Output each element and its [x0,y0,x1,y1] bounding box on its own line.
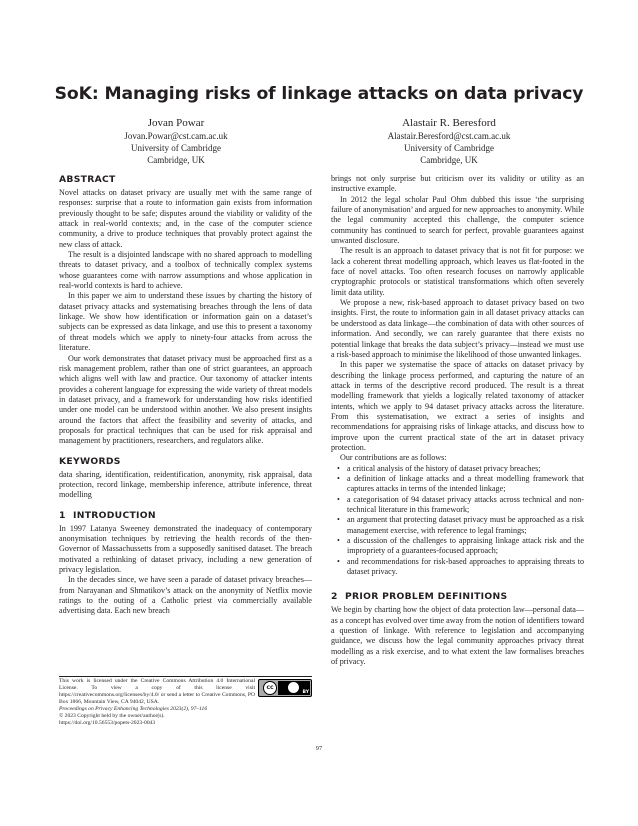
intro-paragraph: In this paper we systematise the space of attacks on dataset privacy by describing the linkage process performed, and capturing the nature of an attack in terms of the descriptive record produced. The result is a threat modelling framework that yields a logically related taxonomy of attacker intents, which we apply to 94 dataset privacy attacks across the literature. From this systematisation, we extract a series of insights and recommendations for appraising risks of linkage attacks, and discuss how to improve upon the current practical state of the art in dataset privacy protection. [331,360,584,452]
abstract-paragraph: Novel attacks on dataset privacy are usually met with the same range of responses: surprise that a route to information gain exists from information previously thought to be safe; disputes around the viability or validity of the attack in real-world contexts; and, in the case of the computer science community, a drive to produce techniques that provably protect against the new class of attack. [59,188,312,249]
by-label: BY [302,689,309,695]
license-text: This work is licensed under the Creative Commons Attribution 4.0 International License. To view a copy of this license visit https://creativecommons.org/licenses/by/4.0/ or send a letter to Creative Commons, PO Box 1866, Mountain View, CA 94042, USA. [59,678,255,706]
introduction-heading [59,510,312,521]
left-column [59,174,312,617]
author-email: Alastair.Beresford@cst.cam.ac.uk [387,131,511,141]
author-affiliation: University of Cambridge [404,143,494,153]
list-item [331,464,584,474]
bullet-icon: • [337,556,340,566]
intro-paragraph: Our contributions are as follows: [340,453,447,463]
abstract-paragraph: In this paper we aim to understand these issues by charting the history of dataset privacy attacks and systematising breaches through the lens of data linkage. We show how identification or information gain on a dataset’s subjects can be expressed as data linkage, and use this to present a taxonomy of threat models which we apply to ninety-four attacks from across the literature. [59,291,312,353]
list-item-text: a definition of linkage attacks and a threat modelling framework that captures attacks in terms of the intended linkage; [347,473,584,494]
author-name: Alastair R. Beresford [402,117,496,129]
person-icon [288,682,299,693]
section-number: 2 [331,591,338,603]
section-number: 1 [59,509,66,521]
intro-paragraph: In 1997 Latanya Sweeney demonstrated the inadequacy of contemporary anonymisation techniques by retrieving the health records of the then-Governor of Massachussetts from a supposedly sanitised dataset. The breach motivated a rethinking of dataset privacy, including a new generation of privacy legislation. [59,523,312,574]
footnote-rule [59,676,312,677]
page-number: 97 [315,745,323,752]
bullet-icon: • [337,536,340,546]
list-item [331,495,584,516]
list-item [331,515,584,536]
footnote [59,678,312,727]
list-item-text: and recommendations for risk-based approaches to appraising threats to dataset privacy. [347,556,584,577]
intro-paragraph: The result is an approach to dataset privacy that is not fit for purpose: we lack a coherent threat modelling approach, which leaves us flat-footed in the face of novel attacks. Too often research focuses on narrowly applicable cryptographic protocols or statistical transformations which often severely limit data utility. [331,246,584,297]
list-item-text: an argument that protecting dataset privacy must be approached as a risk management exercise, with reference to legal framings; [347,515,584,535]
abstract-paragraph: Our work demonstrates that dataset privacy must be approached first as a risk management problem, rather than one of strict guarantees, an approach which aligns well with law and practice. Our taxonomy of attacker intents provides a coherent language for expressing the wide variety of threat models in dataset privacy, and a framework for understanding how risks identified under one model can be understood within another. We also present insights around the factors that affect the feasibility and severity of attacks, and proposals for practical techniques that can be used for risk appraisal and management by practitioners, researchers, and regulators alike. [59,353,312,446]
bullet-icon: • [337,463,340,473]
list-item [331,474,584,495]
proceedings-text: Proceedings on Privacy Enhancing Technologies 2023(2), 97–116 [59,706,208,712]
doi-link[interactable]: https://doi.org/10.56553/popets-2023-0043 [59,720,156,727]
cc-by-license-badge[interactable] [258,679,312,697]
list-item [331,536,584,557]
keywords-text: data sharing, identification, reidentification, anonymity, risk appraisal, data protection, record linkage, membership inference, attribute inference, threat modelling [59,469,312,500]
section-title: PRIOR PROBLEM DEFINITIONS [345,591,508,603]
section-title: INTRODUCTION [73,509,156,521]
abstract-paragraph: The result is a disjointed landscape with no shared approach to modelling threats to dataset privacy, and a toolbox of technically complex systems whose guarantees come with narrow assumptions and whose application in real-world contexts is hard to achieve. [59,250,312,291]
author-block-1 [76,116,276,166]
author-affiliation: University of Cambridge [131,143,221,153]
abstract-heading: ABSTRACT [59,174,116,185]
intro-paragraph: In the decades since, we have seen a parade of dataset privacy breaches—from Narayanan and Shmatikov’s attack on the anonymity of Netflix movie ratings to the outing of a Catholic priest via commercially available advertising data. Each new breach [59,575,312,616]
keywords-heading: KEYWORDS [59,455,121,467]
contributions-list [331,464,584,578]
right-column [331,174,584,667]
bullet-icon: • [337,515,340,525]
intro-continuation: brings not only surprise but criticism over its validity or utility as an instructive example. [331,174,584,194]
intro-paragraph: In 2012 the legal scholar Paul Ohm dubbed this issue ‘the surprising failure of anonymisation’ and argued for new approaches to anonymity. While the legal community accepted this challenge, the computer science community has continued to search for perfect, provable guarantees against unwanted disclosure. [331,194,584,246]
author-name: Jovan Powar [147,117,205,129]
intro-paragraph: We propose a new, risk-based approach to dataset privacy based on two insights. First, the route to information gain in all dataset privacy attacks can be understood as data linkage—the combination of data with other sources of information. And secondly, we can rarely guarantee that there exists no potential linkage that breaks the data subject’s privacy—instead we must use a risk-based approach to minimise the likelihood of those unwanted linkages. [331,298,584,359]
prior-paragraph: We begin by charting how the object of data protection law—personal data—as a concept has evolved over time away from the notion of identifiers toward a question of linkage. With reference to legislation and accompanying guidance, we discuss how the legal community approaches privacy threat modelling as a risk exercise, and to what extent the law formalises breaches of privacy. [331,605,584,667]
list-item-text: a critical analysis of the history of dataset privacy breaches; [347,463,541,473]
author-location: Cambridge, UK [147,155,205,165]
list-item-text: a discussion of the challenges to appraising linkage attack risk and the impropriety of a guarantees-focused approach; [347,536,584,556]
prior-definitions-heading [331,591,584,602]
copyright-text: © 2023 Copyright held by the owner/author(s). [59,713,165,720]
author-email: Jovan.Powar@cst.cam.ac.uk [124,131,228,141]
by-box [278,681,310,695]
cc-icon: cc [263,681,277,695]
paper-title: SoK: Managing risks of linkage attacks on data privacy [54,84,584,104]
bullet-icon: • [337,473,340,483]
author-location: Cambridge, UK [420,155,478,165]
list-item [331,557,584,578]
bullet-icon: • [337,494,340,504]
author-block-2 [349,116,549,166]
list-item-text: a categorisation of 94 dataset privacy attacks across technical and non-technical literature in this framework; [347,494,584,514]
